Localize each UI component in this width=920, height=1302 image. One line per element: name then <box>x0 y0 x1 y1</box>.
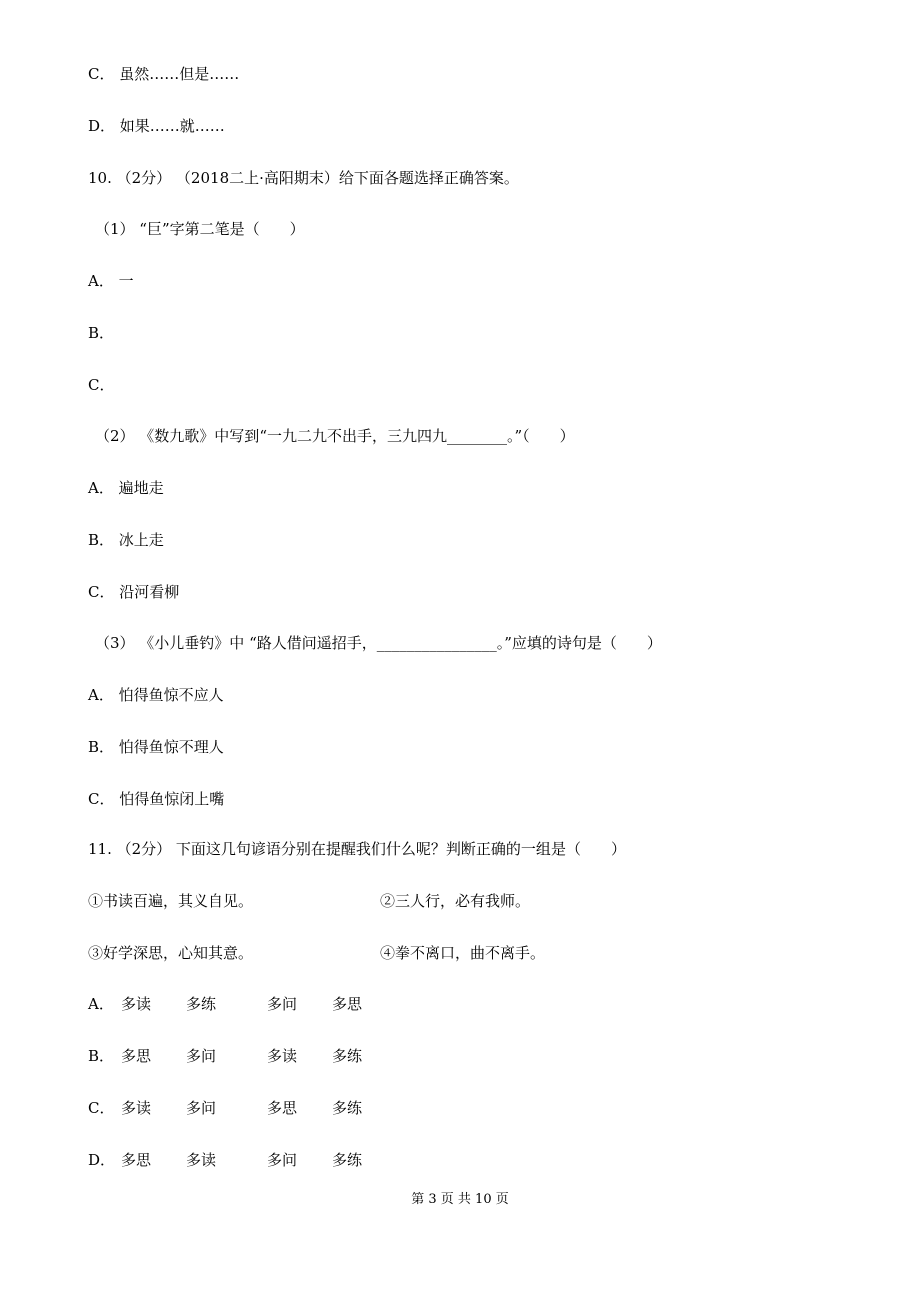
option-word: 多问 <box>186 1047 217 1065</box>
option-word: 多问 <box>267 995 298 1013</box>
option-word: 多读 <box>267 1047 298 1065</box>
option-label: B． <box>88 1047 115 1065</box>
option-label: D． <box>88 1151 116 1169</box>
option-word: 多问 <box>186 1099 217 1117</box>
q10-sub1-option-a: A． 一 <box>88 272 134 290</box>
option-word: 多思 <box>332 995 363 1013</box>
option-word: 多读 <box>186 1151 217 1169</box>
option-word: 多练 <box>332 1099 363 1117</box>
q11-proverb-4: ④拳不离口，曲不离手。 <box>380 944 546 962</box>
q10-sub1-stem: （1） “巨”字第二笔是（ ） <box>95 220 305 238</box>
option-word: 多问 <box>267 1151 298 1169</box>
option-label: A． <box>88 995 114 1013</box>
option-word: 多思 <box>121 1151 152 1169</box>
q10-sub2-option-a: A． 遍地走 <box>88 479 164 497</box>
option-word: 多练 <box>332 1047 363 1065</box>
q10-sub1-option-c: C． <box>88 376 115 394</box>
q10-sub2-stem: （2） 《数九歌》中写到“一九二九不出手，三九四九________。”（ ） <box>95 427 575 445</box>
q10-sub3-option-b: B． 怕得鱼惊不理人 <box>88 738 224 756</box>
q10-sub3-option-a: A． 怕得鱼惊不应人 <box>88 686 224 704</box>
option-word: 多读 <box>121 995 152 1013</box>
q10-sub1-option-b: B． <box>88 324 115 342</box>
q10-sub2-option-b: B． 冰上走 <box>88 531 164 549</box>
q9-option-c: C． 虽然……但是…… <box>88 65 240 83</box>
page-number-footer: 第 3 页 共 10 页 <box>411 1192 509 1207</box>
q10-header: 10. （2分） （2018二上·高阳期末）给下面各题选择正确答案。 <box>88 169 519 187</box>
option-word: 多读 <box>121 1099 152 1117</box>
q9-option-d: D． 如果……就…… <box>88 117 225 135</box>
q11-option-d <box>88 1150 363 1270</box>
q11-proverb-2: ②三人行，必有我师。 <box>380 892 531 910</box>
option-word: 多练 <box>186 995 217 1013</box>
option-label: C． <box>88 1099 115 1117</box>
q11-proverb-3: ③好学深思，心知其意。 <box>88 944 254 962</box>
q11-header: 11. （2分） 下面这几句谚语分别在提醒我们什么呢？判断正确的一组是（ ） <box>88 840 626 858</box>
q10-sub2-option-c: C． 沿河看柳 <box>88 583 180 601</box>
q11-proverb-1: ①书读百遍，其义自见。 <box>88 892 254 910</box>
option-word: 多练 <box>332 1151 363 1169</box>
q10-sub3-option-c: C． 怕得鱼惊闭上嘴 <box>88 790 225 808</box>
option-word: 多思 <box>267 1099 298 1117</box>
option-word: 多思 <box>121 1047 152 1065</box>
q10-sub3-stem: （3） 《小儿垂钓》中 “路人借问遥招手，________________。”应填的诗句是（ ） <box>95 634 662 652</box>
